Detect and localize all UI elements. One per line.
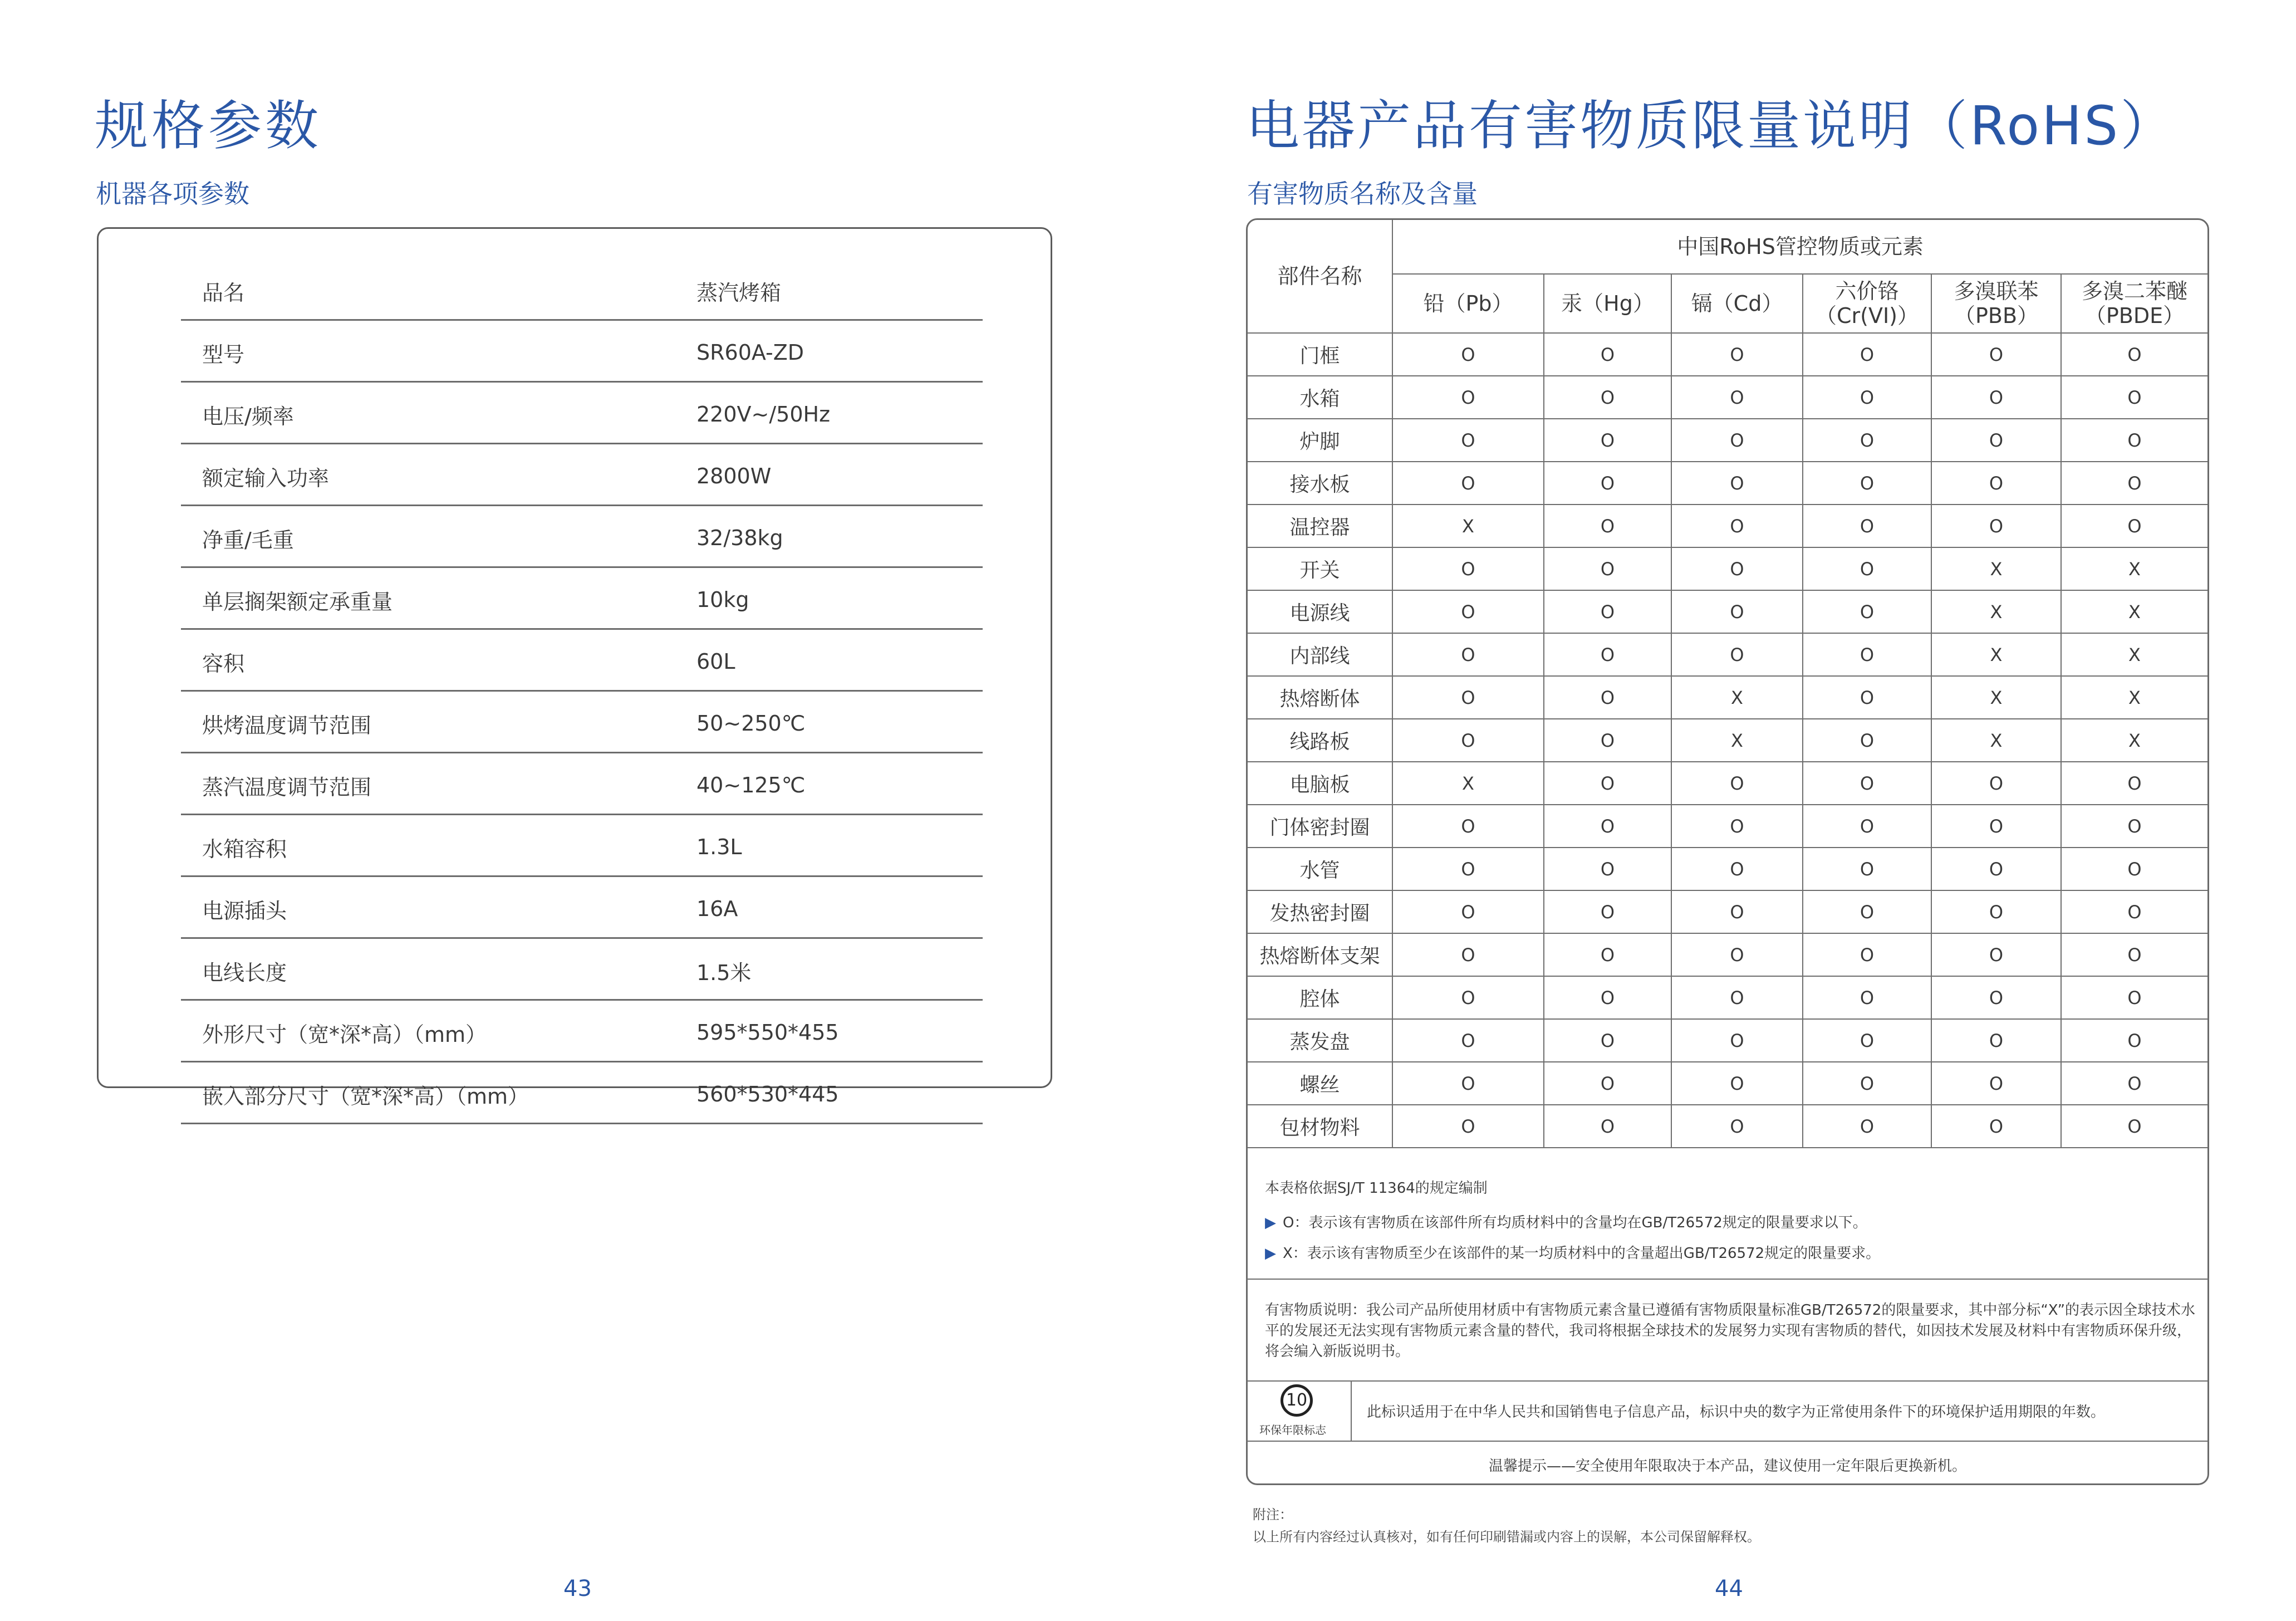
- divider: [1246, 1279, 2209, 1280]
- triangle-bullet-icon: ▶: [1265, 1245, 1276, 1262]
- rohs-row: [1248, 848, 2207, 890]
- part-name-cell: 包材物料: [1248, 1105, 1392, 1148]
- substance-value-cell: O: [1392, 1019, 1544, 1062]
- substance-value-cell: O: [1931, 976, 2061, 1019]
- substance-value-cell: O: [1671, 1105, 1803, 1148]
- part-name-cell: 水管: [1248, 848, 1392, 890]
- part-name-cell: 蒸发盘: [1248, 1019, 1392, 1062]
- part-name-cell: 温控器: [1248, 505, 1392, 547]
- substance-value-cell: O: [1803, 633, 1931, 676]
- spec-table: [181, 259, 983, 1124]
- spec-label: 额定输入功率: [181, 444, 696, 506]
- substance-symbol: （PBDE）: [2084, 303, 2185, 328]
- substance-name: 多溴二苯醚: [2082, 279, 2188, 303]
- substance-header: [2061, 274, 2207, 333]
- spec-label: 单层搁架额定承重量: [181, 567, 696, 629]
- substance-value-cell: O: [1803, 333, 1931, 376]
- substance-value-cell: O: [1392, 1062, 1544, 1105]
- substance-value-cell: O: [1803, 890, 1931, 933]
- spec-row: [181, 567, 983, 629]
- page-number-left: 43: [563, 1576, 592, 1602]
- substance-value-cell: O: [1544, 805, 1671, 848]
- substance-value-cell: O: [1544, 590, 1671, 633]
- substance-value-cell: O: [1544, 462, 1671, 505]
- substance-name: 多溴联苯: [1954, 279, 2039, 303]
- triangle-bullet-icon: ▶: [1265, 1214, 1276, 1231]
- spec-row: [181, 259, 983, 320]
- substance-value-cell: O: [1544, 933, 1671, 976]
- substance-value-cell: O: [2061, 933, 2207, 976]
- spec-label: 容积: [181, 629, 696, 691]
- part-name-cell: 线路板: [1248, 719, 1392, 762]
- substance-value-cell: X: [1931, 676, 2061, 719]
- spec-value: 1.5米: [696, 938, 983, 1000]
- substance-value-cell: O: [1931, 890, 2061, 933]
- eco-period-label-icon: 10: [1281, 1384, 1313, 1417]
- part-name-cell: 内部线: [1248, 633, 1392, 676]
- substance-value-cell: O: [1544, 762, 1671, 805]
- note-basis: 本表格依据SJ/T 11364的规定编制: [1265, 1180, 1488, 1197]
- substance-value-cell: O: [1544, 547, 1671, 590]
- substance-value-cell: O: [1392, 890, 1544, 933]
- rohs-row: [1248, 1062, 2207, 1105]
- substance-value-cell: O: [1392, 590, 1544, 633]
- spec-row: [181, 753, 983, 815]
- spec-label: 品名: [181, 259, 696, 320]
- page-title-rohs: 电器产品有害物质限量说明（RoHS）: [1246, 95, 2176, 157]
- spec-label: 蒸汽温度调节范围: [181, 753, 696, 815]
- substance-value-cell: O: [1392, 547, 1544, 590]
- substance-value-cell: O: [1931, 333, 2061, 376]
- substance-value-cell: X: [1931, 633, 2061, 676]
- substance-value-cell: O: [1544, 1062, 1671, 1105]
- substance-value-cell: O: [1803, 1105, 1931, 1148]
- substance-value-cell: O: [1392, 376, 1544, 419]
- substance-value-cell: O: [1803, 805, 1931, 848]
- substance-value-cell: O: [1392, 676, 1544, 719]
- part-name-cell: 炉脚: [1248, 419, 1392, 462]
- spec-value: 蒸汽烤箱: [696, 259, 983, 320]
- substance-header: [1671, 274, 1803, 333]
- part-name-cell: 电脑板: [1248, 762, 1392, 805]
- rohs-row: [1248, 505, 2207, 547]
- safety-reminder: 温馨提示——安全使用年限取决于本产品，建议使用一定年限后更换新机。: [1488, 1458, 1966, 1475]
- substance-value-cell: O: [1803, 762, 1931, 805]
- substance-value-cell: X: [1931, 590, 2061, 633]
- part-name-cell: 门框: [1248, 333, 1392, 376]
- substance-value-cell: X: [2061, 676, 2207, 719]
- rohs-row: [1248, 976, 2207, 1019]
- substance-value-cell: X: [1392, 762, 1544, 805]
- substance-value-cell: O: [1931, 1019, 2061, 1062]
- divider: [1351, 1380, 1352, 1441]
- substance-value-cell: O: [1544, 1105, 1671, 1148]
- part-name-cell: 腔体: [1248, 976, 1392, 1019]
- substance-value-cell: X: [1671, 676, 1803, 719]
- rohs-table: [1248, 220, 2207, 1148]
- substance-group-header: 中国RoHS管控物质或元素: [1392, 220, 2207, 274]
- substance-value-cell: O: [1931, 1105, 2061, 1148]
- spec-label: 烘烤温度调节范围: [181, 691, 696, 753]
- spec-label: 嵌入部分尺寸（宽*深*高）（mm）: [181, 1062, 696, 1124]
- substance-name: 镉（Cd）: [1691, 291, 1783, 316]
- page-title-specs: 规格参数: [95, 95, 322, 157]
- spec-row: [181, 815, 983, 876]
- substance-value-cell: O: [1544, 1019, 1671, 1062]
- divider: [1246, 1441, 2209, 1442]
- substance-value-cell: O: [1671, 890, 1803, 933]
- part-name-cell: 门体密封圈: [1248, 805, 1392, 848]
- rohs-row: [1248, 890, 2207, 933]
- substance-value-cell: O: [1392, 976, 1544, 1019]
- spec-value: 40~125℃: [696, 753, 983, 815]
- substance-value-cell: O: [2061, 805, 2207, 848]
- substance-value-cell: O: [1392, 633, 1544, 676]
- substance-value-cell: O: [1544, 848, 1671, 890]
- spec-value: 10kg: [696, 567, 983, 629]
- rohs-row: [1248, 1019, 2207, 1062]
- spec-label: 电压/频率: [181, 382, 696, 444]
- hazard-description: 有害物质说明：我公司产品所使用材质中有害物质元素含量已遵循有害物质限量标准GB/T26572的限量要求，其中部分标“X”的表示因全球技术水平的发展还无法实现有害物质元素含量的替代，我司将根据全球技术的发展努力实现有害物质的替代，如因技术发展及材料中有害物质环保升级，将会编入新版说明书。: [1265, 1302, 2196, 1360]
- substance-value-cell: O: [1803, 1062, 1931, 1105]
- substance-value-cell: O: [1544, 633, 1671, 676]
- substance-value-cell: O: [2061, 462, 2207, 505]
- substance-value-cell: O: [1544, 676, 1671, 719]
- spec-value: 2800W: [696, 444, 983, 506]
- spec-value: 1.3L: [696, 815, 983, 876]
- substance-value-cell: O: [1931, 419, 2061, 462]
- rohs-row: [1248, 633, 2207, 676]
- rohs-table-frame: [1246, 218, 2209, 1485]
- rohs-row: [1248, 376, 2207, 419]
- substance-value-cell: X: [1931, 719, 2061, 762]
- substance-value-cell: O: [1931, 805, 2061, 848]
- substance-value-cell: O: [1392, 419, 1544, 462]
- part-name-cell: 水箱: [1248, 376, 1392, 419]
- substance-value-cell: O: [1392, 1105, 1544, 1148]
- spec-value: 60L: [696, 629, 983, 691]
- spec-value: 595*550*455: [696, 1000, 983, 1062]
- spec-row: [181, 320, 983, 382]
- substance-value-cell: X: [2061, 633, 2207, 676]
- part-name-cell: 发热密封圈: [1248, 890, 1392, 933]
- substance-value-cell: O: [1392, 848, 1544, 890]
- substance-value-cell: O: [1544, 890, 1671, 933]
- substance-header: [1931, 274, 2061, 333]
- substance-value-cell: O: [1803, 462, 1931, 505]
- substance-value-cell: O: [1544, 976, 1671, 1019]
- page-number-right: 44: [1715, 1576, 1743, 1602]
- substance-value-cell: O: [1671, 505, 1803, 547]
- substance-value-cell: O: [1671, 547, 1803, 590]
- rohs-row: [1248, 462, 2207, 505]
- note-x-legend: [1265, 1242, 1880, 1262]
- substance-value-cell: O: [1671, 762, 1803, 805]
- substance-value-cell: O: [1931, 762, 2061, 805]
- substance-value-cell: O: [2061, 376, 2207, 419]
- substance-value-cell: O: [1803, 547, 1931, 590]
- spec-row: [181, 691, 983, 753]
- substance-value-cell: O: [1671, 1019, 1803, 1062]
- spec-label: 净重/毛重: [181, 506, 696, 567]
- rohs-row: [1248, 547, 2207, 590]
- substance-value-cell: O: [1671, 590, 1803, 633]
- rohs-row: [1248, 676, 2207, 719]
- rohs-row: [1248, 333, 2207, 376]
- substance-value-cell: O: [1544, 376, 1671, 419]
- substance-value-cell: O: [1392, 333, 1544, 376]
- divider: [1246, 1380, 2209, 1382]
- substance-value-cell: O: [1803, 419, 1931, 462]
- section-subtitle-rohs: 有害物质名称及含量: [1247, 179, 1478, 209]
- spec-row: [181, 382, 983, 444]
- substance-value-cell: O: [1544, 719, 1671, 762]
- spec-label: 外形尺寸（宽*深*高）（mm）: [181, 1000, 696, 1062]
- rohs-row: [1248, 590, 2207, 633]
- substance-value-cell: O: [1803, 976, 1931, 1019]
- spec-row: [181, 444, 983, 506]
- substance-value-cell: O: [2061, 1062, 2207, 1105]
- substance-value-cell: O: [1931, 1062, 2061, 1105]
- rohs-row: [1248, 719, 2207, 762]
- substance-value-cell: O: [1931, 376, 2061, 419]
- substance-value-cell: O: [1671, 976, 1803, 1019]
- note-o-legend: [1265, 1211, 1867, 1232]
- substance-value-cell: O: [1544, 333, 1671, 376]
- spec-value: 220V~/50Hz: [696, 382, 983, 444]
- rohs-row: [1248, 762, 2207, 805]
- spec-label: 电线长度: [181, 938, 696, 1000]
- substance-value-cell: O: [2061, 419, 2207, 462]
- substance-name: 汞（Hg）: [1561, 291, 1654, 316]
- spec-row: [181, 938, 983, 1000]
- substance-value-cell: O: [1803, 719, 1931, 762]
- appendix-text: 以上所有内容经过认真核对，如有任何印刷错漏或内容上的误解，本公司保留解释权。: [1253, 1529, 1760, 1545]
- substance-value-cell: O: [1803, 376, 1931, 419]
- substance-value-cell: O: [1544, 505, 1671, 547]
- substance-value-cell: O: [2061, 333, 2207, 376]
- substance-value-cell: X: [2061, 590, 2207, 633]
- spec-row: [181, 1000, 983, 1062]
- substance-value-cell: O: [1671, 333, 1803, 376]
- rohs-row: [1248, 1105, 2207, 1148]
- substance-value-cell: O: [1931, 848, 2061, 890]
- spec-value: 16A: [696, 876, 983, 938]
- substance-name: 六价铬: [1835, 279, 1899, 303]
- substance-value-cell: O: [1544, 419, 1671, 462]
- substance-value-cell: O: [1671, 1062, 1803, 1105]
- substance-value-cell: O: [1671, 462, 1803, 505]
- part-name-cell: 电源线: [1248, 590, 1392, 633]
- substance-value-cell: X: [1392, 505, 1544, 547]
- spec-label: 电源插头: [181, 876, 696, 938]
- spec-row: [181, 506, 983, 567]
- eco-period-label-text: 此标识适用于在中华人民共和国销售电子信息产品，标识中央的数字为正常使用条件下的环境保护适用期限的年数。: [1367, 1404, 2106, 1421]
- substance-value-cell: X: [2061, 547, 2207, 590]
- rohs-row: [1248, 933, 2207, 976]
- substance-value-cell: O: [1671, 805, 1803, 848]
- rohs-row: [1248, 419, 2207, 462]
- spec-value: 32/38kg: [696, 506, 983, 567]
- spec-row: [181, 1062, 983, 1124]
- eco-period-label-caption: 环保年限标志: [1259, 1423, 1326, 1437]
- spec-label: 水箱容积: [181, 815, 696, 876]
- substance-header: [1392, 274, 1544, 333]
- substance-header: [1803, 274, 1931, 333]
- substance-value-cell: X: [2061, 719, 2207, 762]
- spec-label: 型号: [181, 320, 696, 382]
- substance-value-cell: O: [2061, 762, 2207, 805]
- substance-header: [1544, 274, 1671, 333]
- substance-value-cell: O: [1803, 1019, 1931, 1062]
- substance-value-cell: O: [1931, 505, 2061, 547]
- substance-value-cell: O: [1803, 676, 1931, 719]
- substance-value-cell: O: [1803, 933, 1931, 976]
- substance-value-cell: X: [1671, 719, 1803, 762]
- part-name-cell: 接水板: [1248, 462, 1392, 505]
- spec-value: SR60A-ZD: [696, 320, 983, 382]
- substance-value-cell: O: [1392, 805, 1544, 848]
- substance-value-cell: O: [1392, 933, 1544, 976]
- substance-name: 铅（Pb）: [1423, 291, 1513, 316]
- part-name-cell: 开关: [1248, 547, 1392, 590]
- substance-value-cell: O: [1392, 719, 1544, 762]
- substance-value-cell: O: [1671, 419, 1803, 462]
- spec-value: 560*530*445: [696, 1062, 983, 1124]
- spec-value: 50~250℃: [696, 691, 983, 753]
- note-x-text: X：表示该有害物质至少在该部件的某一均质材料中的含量超出GB/T26572规定的限量要求。: [1283, 1245, 1881, 1262]
- substance-value-cell: O: [2061, 1105, 2207, 1148]
- spec-row: [181, 876, 983, 938]
- substance-value-cell: O: [1671, 848, 1803, 890]
- substance-value-cell: O: [1931, 462, 2061, 505]
- substance-value-cell: O: [1671, 933, 1803, 976]
- section-subtitle-specs: 机器各项参数: [96, 179, 249, 209]
- substance-value-cell: X: [1931, 547, 2061, 590]
- substance-value-cell: O: [1671, 633, 1803, 676]
- substance-value-cell: O: [1392, 462, 1544, 505]
- substance-value-cell: O: [1671, 376, 1803, 419]
- substance-value-cell: O: [1803, 590, 1931, 633]
- substance-symbol: （PBB）: [1954, 303, 2039, 328]
- rohs-row: [1248, 805, 2207, 848]
- spec-row: [181, 629, 983, 691]
- part-name-header: 部件名称: [1248, 220, 1392, 333]
- part-name-cell: 热熔断体: [1248, 676, 1392, 719]
- substance-value-cell: O: [2061, 1019, 2207, 1062]
- substance-value-cell: O: [2061, 848, 2207, 890]
- substance-value-cell: O: [2061, 890, 2207, 933]
- substance-symbol: （Cr(VI)）: [1815, 303, 1919, 328]
- substance-value-cell: O: [1931, 933, 2061, 976]
- substance-value-cell: O: [1803, 505, 1931, 547]
- substance-value-cell: O: [2061, 976, 2207, 1019]
- appendix-title: 附注：: [1253, 1507, 1293, 1522]
- part-name-cell: 热熔断体支架: [1248, 933, 1392, 976]
- substance-value-cell: O: [1803, 848, 1931, 890]
- part-name-cell: 螺丝: [1248, 1062, 1392, 1105]
- note-o-text: O：表示该有害物质在该部件所有均质材料中的含量均在GB/T26572规定的限量要求以下。: [1283, 1214, 1867, 1231]
- substance-value-cell: O: [2061, 505, 2207, 547]
